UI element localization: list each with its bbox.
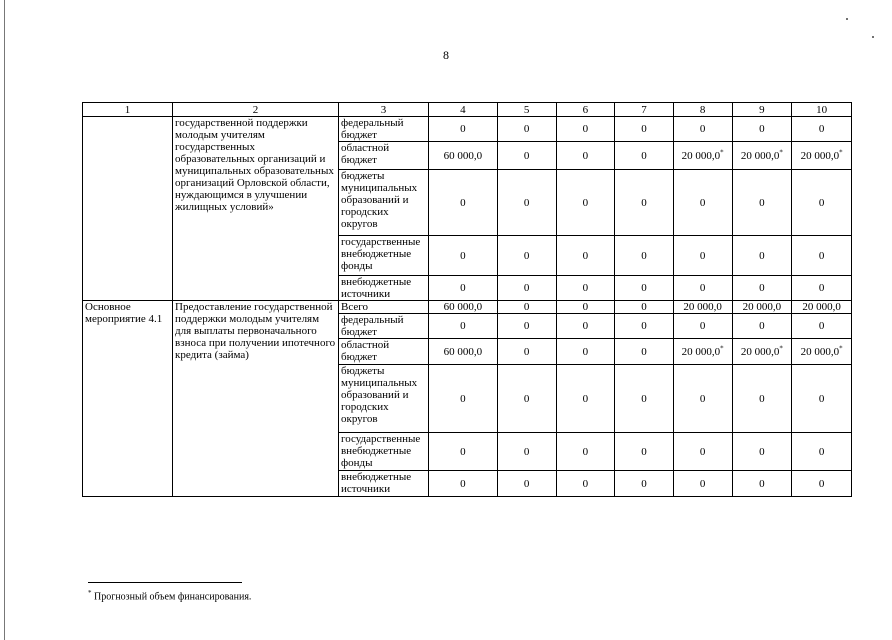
value-text: 0 — [699, 249, 706, 262]
value-text: 0 — [641, 345, 647, 358]
value-cell — [732, 236, 792, 276]
page-number: 8 — [443, 48, 449, 62]
value-cell — [429, 471, 498, 497]
funding-source-cell: государственные внебюджетные фонды — [338, 236, 428, 276]
funding-source-cell: бюджеты муниципальных образований и городских округов — [338, 170, 428, 236]
value-cell — [673, 117, 732, 142]
value-cell — [429, 170, 498, 236]
value-cell — [556, 365, 615, 433]
value-text: 60 000,0 — [443, 301, 483, 313]
table-row — [83, 301, 852, 314]
funding-source-cell: государственные внебюджетные фонды — [338, 433, 428, 471]
value-cell — [673, 301, 732, 314]
value-text: 0 — [699, 445, 706, 458]
value-text: 0 — [641, 445, 647, 458]
value-cell — [732, 117, 792, 142]
value-text: 0 — [641, 196, 647, 209]
value-text: 0 — [460, 392, 466, 405]
value-text: 0 — [460, 249, 466, 262]
column-header: 7 — [615, 103, 674, 117]
value-text: 0 — [641, 149, 647, 162]
value-text: 20 000,0 — [740, 149, 780, 162]
value-text: 20 000,0 — [800, 345, 840, 358]
value-cell — [673, 276, 732, 301]
value-text: 20 000,0 — [800, 149, 840, 162]
value-text: 0 — [523, 301, 530, 313]
value-cell — [497, 117, 556, 142]
value-cell — [673, 433, 732, 471]
funding-source-cell: Всего — [338, 301, 428, 314]
value-cell — [429, 236, 498, 276]
column-header: 9 — [732, 103, 792, 117]
value-cell — [497, 301, 556, 314]
column-header: 6 — [556, 103, 615, 117]
value-text: 0 — [818, 320, 825, 332]
scan-speck — [846, 18, 848, 20]
value-cell — [792, 339, 852, 365]
value-cell — [556, 433, 615, 471]
value-cell — [673, 339, 732, 365]
column-header: 5 — [497, 103, 556, 117]
value-text: 60 000,0 — [443, 345, 483, 358]
value-text: 0 — [582, 445, 589, 458]
value-cell — [792, 471, 852, 497]
value-text: 20 000,0 — [742, 301, 782, 313]
value-text: 0 — [523, 445, 530, 458]
value-text: 0 — [699, 320, 706, 332]
value-cell — [497, 314, 556, 339]
value-text: 0 — [641, 123, 647, 135]
funding-source-cell: внебюджетные источники — [338, 471, 428, 497]
value-cell — [673, 142, 732, 170]
value-text: 0 — [582, 320, 589, 332]
value-text: 0 — [523, 282, 530, 294]
value-cell — [673, 365, 732, 433]
value-cell — [673, 471, 732, 497]
funding-source-cell: областной бюджет — [338, 142, 428, 170]
funding-source-cell: федеральный бюджет — [338, 314, 428, 339]
value-text: 0 — [582, 477, 589, 490]
value-text: 0 — [460, 123, 466, 135]
value-cell — [792, 365, 852, 433]
value-cell — [615, 276, 674, 301]
value-text: 0 — [460, 196, 466, 209]
value-cell — [615, 433, 674, 471]
value-cell — [497, 142, 556, 170]
value-text: 0 — [582, 392, 589, 405]
value-text: 0 — [818, 392, 825, 405]
value-text: 0 — [641, 392, 647, 405]
value-text: 0 — [582, 149, 589, 162]
value-text: 0 — [523, 149, 530, 162]
value-cell — [429, 117, 498, 142]
value-cell — [615, 314, 674, 339]
value-text: 0 — [699, 196, 706, 209]
value-cell — [732, 142, 792, 170]
value-text: 0 — [759, 282, 765, 294]
value-text: 0 — [523, 345, 530, 358]
value-text: 0 — [818, 445, 825, 458]
value-text: 0 — [582, 123, 589, 135]
value-cell — [556, 236, 615, 276]
column-header: 3 — [338, 103, 428, 117]
value-cell — [792, 170, 852, 236]
column-header: 10 — [792, 103, 852, 117]
footnote-separator — [88, 582, 242, 583]
value-text: 0 — [759, 445, 765, 458]
value-cell — [732, 301, 792, 314]
value-text: 0 — [523, 123, 530, 135]
value-text: 0 — [759, 320, 765, 332]
measure-cell — [83, 117, 173, 301]
value-text: 20 000,0 — [681, 345, 721, 358]
value-text: 0 — [523, 196, 530, 209]
value-cell — [673, 236, 732, 276]
value-cell — [792, 117, 852, 142]
value-text: 0 — [818, 196, 825, 209]
column-header: 8 — [673, 103, 732, 117]
value-text: 0 — [523, 320, 530, 332]
value-cell — [556, 314, 615, 339]
value-cell — [497, 433, 556, 471]
value-cell — [792, 276, 852, 301]
value-text: 0 — [641, 477, 647, 490]
measure-cell: Основное мероприятие 4.1 — [83, 301, 173, 497]
column-header: 1 — [83, 103, 173, 117]
value-cell — [732, 276, 792, 301]
page-left-edge — [4, 0, 5, 640]
value-cell — [792, 236, 852, 276]
value-cell — [556, 276, 615, 301]
description-cell: Предоставление государственной поддержки молодым учителям для выплаты первоначального взноса при получении ипотечного кредита (займа) — [173, 301, 339, 497]
value-cell — [732, 170, 792, 236]
value-cell — [732, 471, 792, 497]
value-cell — [615, 170, 674, 236]
footnote-text: Прогнозный объем финансирования. — [94, 591, 252, 603]
value-text: 20 000,0 — [740, 345, 780, 358]
table-header-row — [83, 103, 852, 117]
value-text: 0 — [759, 392, 765, 405]
value-cell — [497, 471, 556, 497]
footnote-marker: * — [88, 589, 92, 597]
value-text: 0 — [699, 477, 706, 490]
funding-source-cell: областной бюджет — [338, 339, 428, 365]
column-header: 2 — [173, 103, 339, 117]
value-cell — [429, 301, 498, 314]
funding-source-cell: внебюджетные источники — [338, 276, 428, 301]
value-cell — [615, 236, 674, 276]
funding-source-cell: бюджеты муниципальных образований и городских округов — [338, 365, 428, 433]
funding-source-cell: федеральный бюджет — [338, 117, 428, 142]
footnote-marker: * — [720, 343, 724, 352]
value-cell — [556, 117, 615, 142]
value-text: 0 — [818, 282, 825, 294]
value-cell — [792, 301, 852, 314]
value-cell — [429, 365, 498, 433]
value-cell — [497, 339, 556, 365]
value-cell — [615, 339, 674, 365]
value-text: 0 — [582, 282, 589, 294]
table-row — [83, 117, 852, 142]
value-cell — [615, 365, 674, 433]
value-text: 0 — [582, 345, 589, 358]
value-text: 0 — [759, 123, 765, 135]
value-cell — [497, 276, 556, 301]
value-text: 0 — [699, 392, 706, 405]
value-cell — [429, 142, 498, 170]
value-cell — [429, 339, 498, 365]
scan-speck — [872, 36, 874, 38]
value-cell — [497, 236, 556, 276]
value-cell — [429, 433, 498, 471]
financing-table — [82, 102, 852, 497]
value-cell — [497, 365, 556, 433]
value-text: 0 — [818, 123, 825, 135]
value-cell — [615, 142, 674, 170]
value-text: 0 — [460, 477, 466, 490]
value-text: 0 — [582, 196, 589, 209]
footnote-marker: * — [839, 147, 843, 156]
value-cell — [732, 314, 792, 339]
value-text: 0 — [818, 249, 825, 262]
value-cell — [673, 314, 732, 339]
value-cell — [429, 276, 498, 301]
value-cell — [732, 339, 792, 365]
value-cell — [732, 365, 792, 433]
value-text: 0 — [523, 392, 530, 405]
footnote-marker: * — [839, 343, 843, 352]
value-cell — [556, 170, 615, 236]
value-text: 0 — [523, 477, 530, 490]
value-text: 0 — [699, 282, 706, 294]
value-text: 0 — [759, 196, 765, 209]
value-text: 0 — [759, 249, 765, 262]
value-text: 0 — [460, 320, 466, 332]
value-cell — [615, 117, 674, 142]
value-cell — [615, 301, 674, 314]
value-text: 0 — [759, 477, 765, 490]
value-cell — [497, 170, 556, 236]
value-text: 0 — [699, 123, 706, 135]
value-cell — [732, 433, 792, 471]
value-text: 0 — [460, 282, 466, 294]
description-cell: государственной поддержки молодым учителям государственных образовательных организаций и муниципальных образовательных организаций Орловской области, нуждающимся в улучшении жилищных условий» — [173, 117, 339, 301]
column-header: 4 — [429, 103, 498, 117]
value-cell — [556, 142, 615, 170]
value-text: 0 — [641, 249, 647, 262]
footnote-marker: * — [720, 147, 724, 156]
value-text: 0 — [582, 301, 589, 313]
footnote-marker: * — [779, 343, 783, 352]
footnote-marker: * — [779, 147, 783, 156]
value-text: 20 000,0 — [681, 149, 721, 162]
footnote — [88, 589, 251, 602]
value-text: 0 — [641, 301, 647, 313]
value-cell — [792, 433, 852, 471]
value-text: 0 — [641, 282, 647, 294]
value-text: 0 — [523, 249, 530, 262]
value-text: 0 — [460, 445, 466, 458]
value-cell — [673, 170, 732, 236]
value-text: 20 000,0 — [683, 301, 722, 313]
value-text: 0 — [818, 477, 825, 490]
value-text: 20 000,0 — [802, 301, 841, 313]
value-cell — [792, 142, 852, 170]
value-text: 0 — [582, 249, 589, 262]
value-cell — [792, 314, 852, 339]
value-cell — [556, 471, 615, 497]
value-cell — [429, 314, 498, 339]
value-text: 60 000,0 — [443, 149, 483, 162]
value-cell — [556, 301, 615, 314]
value-cell — [556, 339, 615, 365]
value-cell — [615, 471, 674, 497]
value-text: 0 — [641, 320, 647, 332]
